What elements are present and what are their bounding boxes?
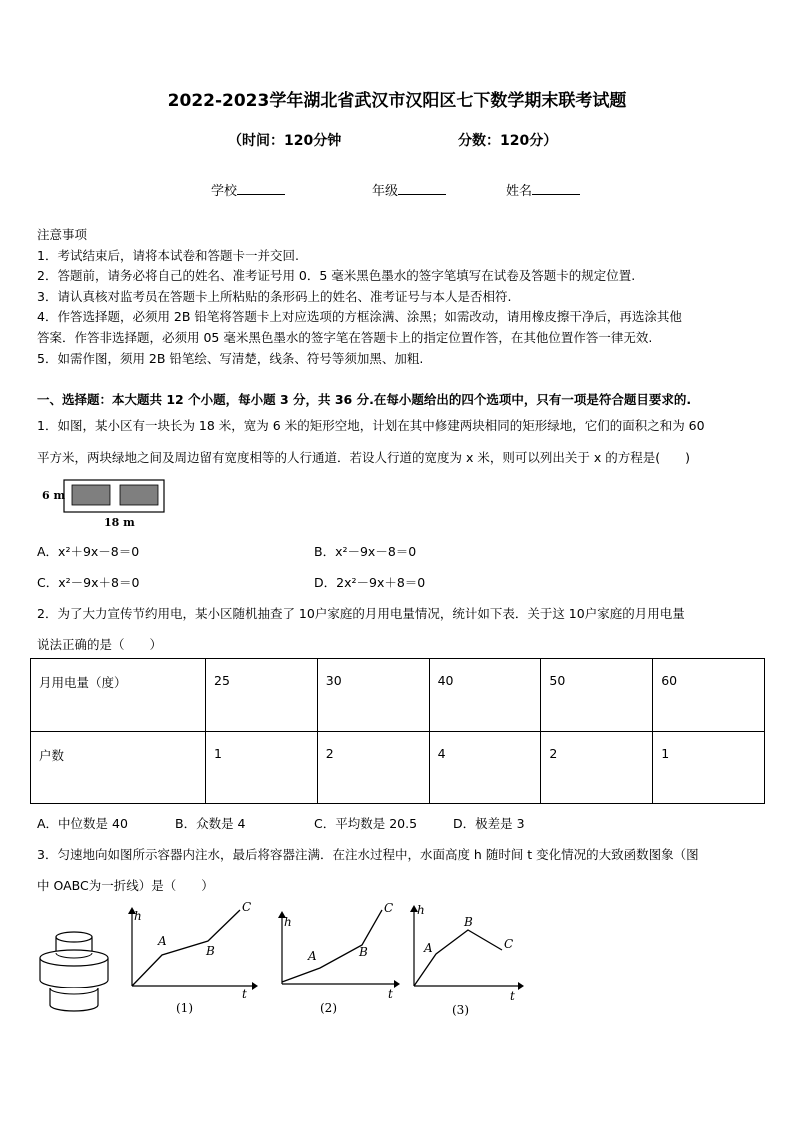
note-line: 5．如需作图，须用 2B 铅笔绘、写清楚，线条、符号等须加黑、加粗.	[37, 351, 424, 366]
usage-table	[30, 658, 765, 804]
graph-2-caption: (2)	[320, 1001, 337, 1015]
exam-score: 分数：120分）	[458, 133, 558, 149]
graph-1-line	[132, 910, 240, 986]
point-a-label: A	[158, 934, 167, 948]
container-figure	[34, 925, 114, 1020]
note-line: 3．请认真核对监考员在答题卡上所粘贴的条形码上的姓名、准考证号与本人是否相符.	[37, 289, 512, 304]
q2-line1: 2．为了大力宣传节约用电，某小区随机抽查了 10户家庭的月用电量情况，统计如下表．关于这 10户家庭的月用电量	[37, 606, 685, 621]
point-b-label: B	[359, 945, 368, 959]
graph-2	[268, 898, 408, 1020]
container-top-rim	[56, 932, 92, 942]
q2-option-a: A．中位数是 40	[37, 816, 128, 831]
q2-option-b: B．众数是 4	[175, 816, 246, 831]
table-cell: 月用电量（度）	[31, 659, 206, 732]
table-row	[31, 659, 765, 732]
school-blank	[237, 182, 285, 195]
t-label: t	[510, 989, 515, 1003]
point-c-label: C	[504, 937, 514, 951]
q3-line2: 中 OABC为一折线）是（ ）	[37, 878, 214, 893]
name-label: 姓名	[506, 184, 533, 199]
point-a-label: A	[424, 941, 433, 955]
graph-3	[402, 898, 532, 1020]
q1-line2: 平方米，两块绿地之间及周边留有宽度相等的人行通道．若设人行道的宽度为 x 米，则可以列出关于 x 的方程是( )	[37, 450, 690, 465]
container-bottom-body	[50, 988, 98, 1011]
graph-3-line	[414, 930, 502, 986]
graph-3-caption: (3)	[452, 1003, 469, 1017]
fig-length-label: 18 m	[104, 516, 135, 529]
table-cell: 4	[429, 731, 541, 804]
point-c-label: C	[242, 900, 252, 914]
table-cell: 60	[653, 659, 765, 732]
point-b-label: B	[206, 944, 215, 958]
q2-option-d: D．极差是 3	[453, 816, 525, 831]
point-b-label: B	[464, 915, 473, 929]
grade-blank	[398, 182, 446, 195]
table-cell: 30	[317, 659, 429, 732]
t-axis-arrow	[252, 982, 258, 990]
q1-option-c: C．x²－9x＋8＝0	[37, 575, 140, 590]
fig-width-label: 6 m	[42, 489, 66, 502]
q3-line1: 3．匀速地向如图所示容器内注水，最后将容器注满．在注水过程中，水面高度 h 随时间 t 变化情况的大致函数图象（图	[37, 847, 699, 862]
q1-line1: 1．如图，某小区有一块长为 18 米，宽为 6 米的矩形空地，计划在其中修建两块相同的矩形绿地，它们的面积之和为 60	[37, 418, 705, 433]
q2-option-c: C．平均数是 20.5	[314, 816, 418, 831]
h-label: h	[134, 909, 142, 923]
q1-option-b: B．x²－9x－8＝0	[314, 544, 417, 559]
table-cell: 50	[541, 659, 653, 732]
table-cell: 40	[429, 659, 541, 732]
point-a-label: A	[308, 949, 317, 963]
section-heading: 一、选择题：本大题共 12 个小题，每小题 3 分，共 36 分.在每小题给出的四个选项中，只有一项是符合题目要求的.	[37, 392, 692, 407]
table-cell: 25	[206, 659, 318, 732]
table-cell: 2	[317, 731, 429, 804]
name-blank	[532, 182, 580, 195]
school-field	[211, 180, 285, 199]
h-label: h	[417, 903, 425, 917]
q1-option-d: D．2x²－9x＋8＝0	[314, 575, 426, 590]
q1-option-a: A．x²＋9x－8＝0	[37, 544, 140, 559]
q1-figure	[36, 475, 176, 530]
name-field	[506, 180, 580, 199]
t-label: t	[388, 987, 393, 1001]
note-line: 答案．作答非选择题，必须用 05 毫米黑色墨水的签字笔在答题卡上的指定位置作答，在其他位置作答一律无效.	[37, 330, 653, 345]
note-line: 2．答题前，请务必将自己的姓名、准考证号用 0．5 毫米黑色墨水的签字笔填写在试卷及答题卡的规定位置.	[37, 268, 636, 283]
grade-field	[372, 180, 446, 199]
h-label: h	[284, 915, 292, 929]
notes-heading: 注意事项	[37, 227, 88, 242]
table-cell: 2	[541, 731, 653, 804]
graph-1-caption: (1)	[176, 1001, 193, 1015]
table-cell: 1	[206, 731, 318, 804]
t-axis-arrow	[518, 982, 524, 990]
table-cell: 户数	[31, 731, 206, 804]
q2-line2: 说法正确的是（ ）	[37, 637, 163, 652]
exam-time: （时间：120分钟	[228, 133, 342, 149]
green-plot-1	[72, 485, 110, 505]
page-title: 2022-2023学年湖北省武汉市汉阳区七下数学期末联考试题	[167, 91, 627, 111]
table-cell: 1	[653, 731, 765, 804]
green-plot-2	[120, 485, 158, 505]
table-row	[31, 731, 765, 804]
t-label: t	[242, 987, 247, 1001]
graph-1	[118, 898, 258, 1020]
grade-label: 年级	[372, 184, 399, 199]
t-axis-arrow	[394, 980, 400, 988]
note-line: 1．考试结束后，请将本试卷和答题卡一并交回.	[37, 248, 299, 263]
note-line: 4．作答选择题，必须用 2B 铅笔将答题卡上对应选项的方框涂满、涂黑；如需改动，请用橡皮擦干净后，再选涂其他	[37, 309, 682, 324]
school-label: 学校	[211, 184, 238, 199]
point-c-label: C	[384, 901, 394, 915]
